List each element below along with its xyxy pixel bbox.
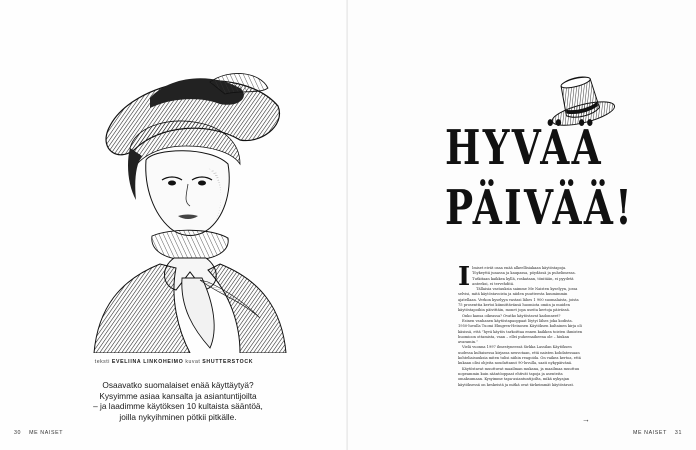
headline-line-1: HYVÄÄ — [445, 120, 604, 176]
lead-line: Osaavatko suomalaiset enää käyttäytyä? — [102, 380, 254, 390]
page-number: 30 — [14, 430, 22, 436]
page-number: 31 — [674, 430, 682, 436]
body-paragraph: Käytöstavat muuttuvat maailman mukana, ja maailmaa muuttuu nopeammin kuin sääntöoppaat ehtivät tapoja ja asenteita omaksumaan. Kysyimme tapa-asiantuntijoilta, mikä nykyajan käytöksessä on keskeistä ja mitkä ovat tärkeimmät käytöstavat. — [458, 366, 580, 387]
article-lead — [78, 380, 278, 422]
victorian-woman-engraving — [90, 68, 290, 353]
body-paragraph: Ilmiset eivät osaa enää alkeellisiakaan käytöstapoja. Töykeyttä junassa ja kaupassa, pöydässä ja puhelimessa. Tutkitaan kaikkea kyllä, roskataan, tönitään, ei pyydetä anteeksi, ei tervehditä. — [458, 262, 576, 292]
lead-line: Kysyimme asiaa kansalta ja asiantuntijoilta — [99, 390, 257, 401]
credit-text-label: teksti — [94, 359, 110, 365]
body-paragraph: Esinen vanhanen käytöstapaoppaat löytyi lähes joka kodista. 1950-luvulla Tuomi Elmgren-Heinosen Käytöksen kultainen kirja oli käsissä, että ”hyvä käytös tarkoittaa ennen kaikkea toisten ihmisten huomioon ottamista, vaan – ellei puheenaiheena ole – hiukan avaramin.” — [458, 318, 583, 345]
folio-left — [14, 430, 63, 436]
magazine-name: ME NAISET — [632, 430, 667, 436]
continue-arrow-icon: → — [582, 415, 590, 424]
article-body — [458, 262, 584, 388]
body-paragraph: Tällaisia vastauksia saimme Me Naisten kyselyyn, jossa selvisi, mitä käytöstavoista ja niiden puutteesta kuumimmin ajatellaan. Verkon kyselyyn vastasi lähes 1 900 suomalaista, joista 75 prosenttia kertoi kiinnittävänsä huomiota omiin ja muiden käytöstapoihin päivittäin, monet jopa useita kertoja päivässä. — [458, 287, 579, 313]
article-credit — [0, 359, 348, 365]
credit-author: EVELIINA LINKOHEIMO — [111, 359, 184, 365]
folio-right — [633, 430, 682, 436]
headline-line-2: PÄIVÄÄ! — [445, 180, 635, 236]
credit-images-label: kuvat — [185, 359, 201, 365]
lead-line: joilla nykyihminen pötkii pitkälle. — [119, 411, 237, 422]
drop-cap: I — [458, 262, 471, 292]
lead-line: – ja laadimme käytöksen 10 kultaista sääntöä, — [93, 401, 263, 412]
body-paragraph: Onko kansa oikeassa? Ovatko käytöstavat kadonneet? — [462, 313, 561, 318]
body-paragraph: Vielä vuonna 1997 ilmestyneessä Sirkka Lassilan Käytöksen uudessa kultaisessa kirjassa neuvotaan, että naisten kohdatessaan kohteliaisuuksia miten tulisi niihin reagoida. On vaikea kertoa, että kukaan olisi ohjeita noudattanut 90-luvulla, saati nykypäivänä. — [458, 345, 581, 366]
magazine-name: ME NAISET — [29, 430, 64, 436]
credit-images-source: SHUTTERSTOCK — [202, 359, 254, 365]
